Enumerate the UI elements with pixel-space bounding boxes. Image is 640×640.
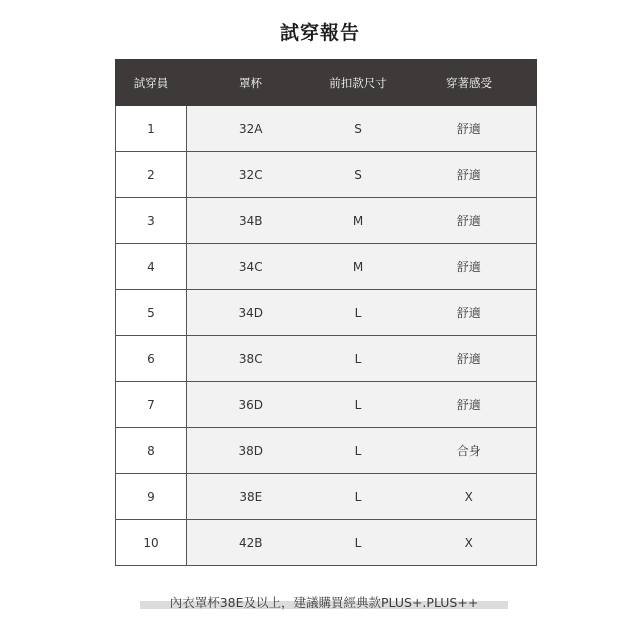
- cell-feel: 舒適: [402, 382, 537, 428]
- cell-size: L: [315, 336, 402, 382]
- fit-report-table: [115, 59, 537, 566]
- header-tester: 試穿員: [116, 60, 187, 106]
- cell-feel: 舒適: [402, 152, 537, 198]
- cell-cup: 38C: [187, 336, 315, 382]
- table-row: [116, 382, 537, 428]
- cell-feel: X: [402, 474, 537, 520]
- cell-tester: 3: [116, 198, 187, 244]
- table-row: [116, 198, 537, 244]
- table-row: [116, 244, 537, 290]
- table-row: [116, 428, 537, 474]
- table-row: [116, 474, 537, 520]
- cell-size: S: [315, 152, 402, 198]
- cell-cup: 34B: [187, 198, 315, 244]
- cell-feel: 舒適: [402, 198, 537, 244]
- cell-cup: 38D: [187, 428, 315, 474]
- cell-feel: 合身: [402, 428, 537, 474]
- cell-feel: 舒適: [402, 336, 537, 382]
- cell-size: M: [315, 198, 402, 244]
- table-body: [116, 106, 537, 566]
- cell-tester: 5: [116, 290, 187, 336]
- cell-cup: 36D: [187, 382, 315, 428]
- cell-feel: 舒適: [402, 290, 537, 336]
- cell-cup: 34C: [187, 244, 315, 290]
- cell-tester: 8: [116, 428, 187, 474]
- cell-cup: 34D: [187, 290, 315, 336]
- cell-cup: 32A: [187, 106, 315, 152]
- table-row: [116, 106, 537, 152]
- cell-tester: 2: [116, 152, 187, 198]
- header-row: [116, 60, 537, 106]
- cell-tester: 4: [116, 244, 187, 290]
- cell-tester: 1: [116, 106, 187, 152]
- table-row: [116, 152, 537, 198]
- cell-cup: 42B: [187, 520, 315, 566]
- cell-feel: 舒適: [402, 106, 537, 152]
- recommendation-note: [140, 594, 508, 612]
- cell-size: M: [315, 244, 402, 290]
- header-size: 前扣款尺寸: [315, 60, 402, 106]
- cell-tester: 6: [116, 336, 187, 382]
- cell-size: L: [315, 382, 402, 428]
- cell-tester: 9: [116, 474, 187, 520]
- cell-tester: 10: [116, 520, 187, 566]
- cell-cup: 32C: [187, 152, 315, 198]
- cell-feel: X: [402, 520, 537, 566]
- table-row: [116, 336, 537, 382]
- header-feel: 穿著感受: [402, 60, 537, 106]
- cell-cup: 38E: [187, 474, 315, 520]
- cell-size: L: [315, 474, 402, 520]
- cell-size: L: [315, 290, 402, 336]
- cell-size: S: [315, 106, 402, 152]
- cell-size: L: [315, 520, 402, 566]
- header-cup: 罩杯: [187, 60, 315, 106]
- cell-feel: 舒適: [402, 244, 537, 290]
- table-row: [116, 520, 537, 566]
- cell-tester: 7: [116, 382, 187, 428]
- note-text: 內衣罩杯38E及以上，建議購買經典款PLUS+.PLUS++: [169, 595, 479, 610]
- table-header: [116, 60, 537, 106]
- page-title: 試穿報告: [279, 22, 360, 44]
- table-row: [116, 290, 537, 336]
- cell-size: L: [315, 428, 402, 474]
